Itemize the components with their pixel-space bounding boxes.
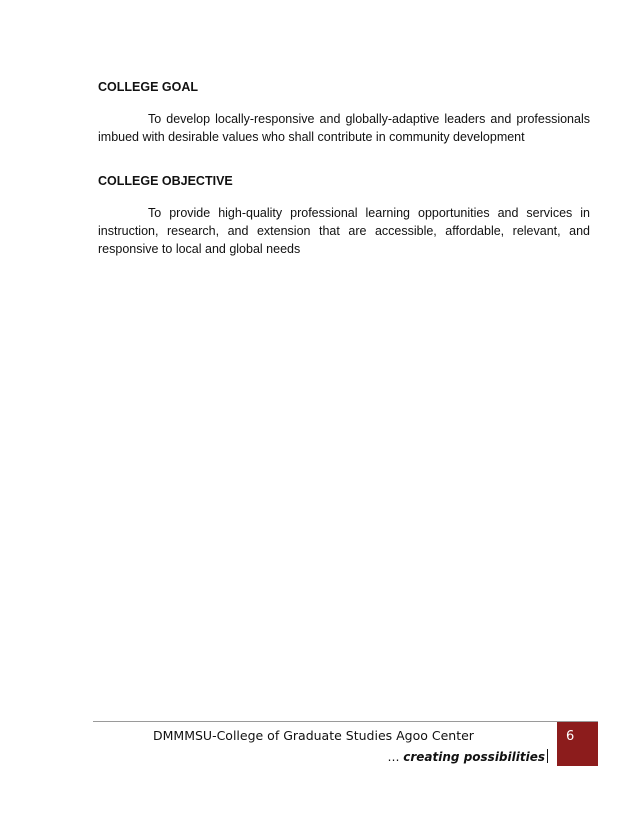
footer-divider bbox=[93, 721, 598, 722]
page-content bbox=[98, 78, 590, 284]
footer-tagline-text: creating possibilities bbox=[403, 750, 545, 764]
page-number-box bbox=[557, 722, 598, 766]
footer-tagline-ellipsis: … bbox=[387, 750, 400, 764]
objective-heading: COLLEGE OBJECTIVE bbox=[98, 174, 233, 188]
footer-tagline bbox=[387, 749, 548, 764]
footer-tagline-bar bbox=[547, 749, 548, 763]
footer-institution: DMMMSU-College of Graduate Studies Agoo Center bbox=[153, 728, 474, 743]
goal-heading: COLLEGE GOAL bbox=[98, 80, 198, 94]
page-number: 6 bbox=[566, 729, 575, 744]
objective-paragraph: To provide high-quality professional learning opportunities and services in instruction, research, and extension that are accessible, affordable, relevant, and responsive to local and global needs bbox=[98, 206, 590, 256]
goal-paragraph: To develop locally-responsive and globally-adaptive leaders and professionals imbued with desirable values who shall contribute in community development bbox=[98, 112, 590, 144]
